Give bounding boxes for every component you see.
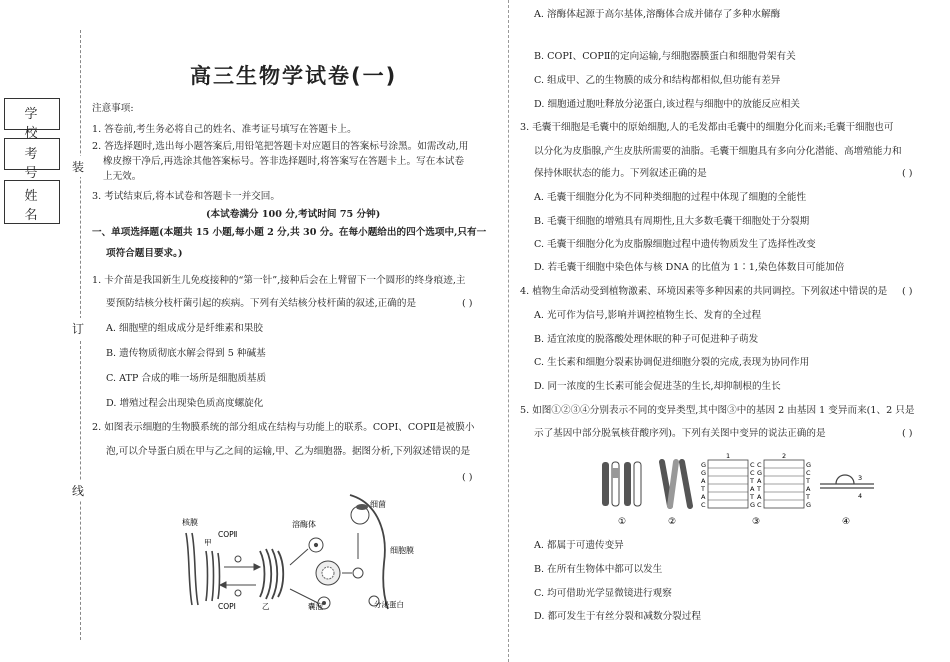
label-nuclear-membrane: 核膜 — [182, 518, 198, 527]
svg-text:C: C — [806, 469, 811, 477]
label-secreted-protein: 分泌蛋白 — [374, 600, 404, 609]
page-title: 高三生物学试卷(一) — [190, 64, 398, 88]
q5-option-a: A. 都属于可遗传变异 — [534, 540, 624, 551]
name-label: 姓 名 — [24, 189, 48, 223]
figure-2-chromosomes — [662, 462, 690, 506]
q1-option-d: D. 增殖过程会出现染色质高度螺旋化 — [106, 398, 264, 409]
q3-option-b: B. 毛囊干细胞的增殖具有周期性,且大多数毛囊干细胞处于分裂期 — [534, 216, 810, 227]
q2-stem-2: 泡,可以介导蛋白质在甲与乙之间的运输,甲、乙为细胞器。据图分析,下列叙述错误的是 — [106, 446, 471, 457]
q3-answer-paren: ( ) — [902, 168, 913, 179]
label-copi: COPⅠ — [218, 602, 236, 611]
notes-heading: 注意事项: — [92, 103, 134, 114]
svg-text:T: T — [750, 477, 754, 485]
q1-option-b: B. 遗传物质彻底水解会得到 5 种碱基 — [106, 348, 266, 359]
svg-text:T: T — [750, 493, 754, 501]
q5-stem-2: 示了基因中部分脱氧核苷酸序列)。下列有关图中变异的说法正确的是 — [534, 428, 826, 439]
svg-text:A: A — [757, 477, 762, 485]
figure-label-1: ① — [618, 517, 627, 527]
q2-stem-1: 2. 如图表示细胞的生物膜系统的部分组成在结构与功能上的联系。COPⅠ、COPⅡ是被膜小 — [92, 422, 475, 433]
figure-4-loop — [820, 474, 874, 500]
svg-text:G: G — [757, 469, 763, 477]
figure-label-2: ② — [668, 517, 677, 527]
q2-option-d: D. 细胞通过胞吐释放分泌蛋白,该过程与细胞中的放能反应相关 — [534, 99, 800, 110]
label-bacteria: 细菌 — [370, 500, 386, 509]
figure-3-sequences — [700, 452, 811, 509]
q2-option-b: B. COPⅠ、COPⅡ的定向运输,与细胞器膜蛋白和细胞骨架有关 — [534, 51, 796, 62]
label-lysosome: 溶酶体 — [292, 520, 316, 529]
school-box — [4, 98, 60, 141]
q3-stem-3: 保持休眠状态的能力。下列叙述正确的是 — [534, 168, 707, 179]
q4-option-c: C. 生长素和细胞分裂素协调促进细胞分裂的完成,表现为协同作用 — [534, 357, 810, 368]
svg-text:G: G — [701, 469, 707, 477]
note-2-end: 上无效。 — [103, 171, 142, 182]
q5-option-c: C. 均可借助光学显微镜进行观察 — [534, 588, 672, 599]
q3-option-c: C. 毛囊干细胞分化为皮脂腺细胞过程中遗传物质发生了选择性改变 — [534, 239, 816, 250]
svg-text:G: G — [750, 501, 756, 509]
q4-option-a: A. 光可作为信号,影响并调控植物生长、发育的全过程 — [534, 310, 762, 321]
q3-option-a: A. 毛囊干细胞分化为不同种类细胞的过程中体现了细胞的全能性 — [534, 192, 807, 203]
label-cell-membrane: 细胞膜 — [390, 546, 414, 555]
q5-option-b: B. 在所有生物体中都可以发生 — [534, 564, 663, 575]
school-label: 学 校 — [24, 107, 48, 141]
q1-stem-1: 1. 卡介苗是我国新生儿免疫接种的“第一针”,接种后会在上臂留下一个圆形的终身痕迹,主 — [92, 275, 466, 286]
q4-answer-paren: ( ) — [902, 286, 913, 297]
label-copii: COPⅡ — [218, 530, 238, 539]
q2-answer-paren: ( ) — [462, 472, 473, 483]
q4-option-b: B. 适宜浓度的脱落酸处理休眠的种子可促进种子萌发 — [534, 334, 759, 345]
q3-option-d: D. 若毛囊干细胞中染色体与核 DNA 的比值为 1∶1,染色体数目可能加倍 — [534, 262, 845, 273]
exam-no-box — [4, 138, 60, 181]
q2-option-c: C. 组成甲、乙的生物膜的成分和结构都相似,但功能有差异 — [534, 75, 781, 86]
svg-text:A: A — [701, 477, 706, 485]
svg-text:A: A — [750, 485, 755, 493]
svg-text:G: G — [806, 501, 812, 509]
binding-char-zhuang: 装 — [72, 156, 84, 177]
note-2-cont: 橡皮擦干净后,再选涂其他答案标号。答非选择题时,将答案写在答题卡上。写在本试卷 — [103, 156, 465, 167]
svg-text:4: 4 — [858, 492, 863, 500]
q1-option-c: C. ATP 合成的唯一场所是细胞质基质 — [106, 373, 267, 384]
q4-option-d: D. 同一浓度的生长素可能会促进茎的生长,却抑制根的生长 — [534, 381, 781, 392]
svg-text:A: A — [806, 485, 811, 493]
figure-label-4: ④ — [842, 517, 851, 527]
svg-text:C: C — [757, 501, 762, 509]
svg-text:1: 1 — [726, 452, 731, 460]
svg-text:T: T — [701, 485, 705, 493]
svg-text:C: C — [757, 461, 762, 469]
cell-membrane-system-diagram — [178, 493, 428, 611]
figure-label-3: ③ — [752, 517, 761, 527]
name-box — [4, 180, 60, 224]
q1-stem-2: 要预防结核分枝杆菌引起的疾病。下列有关结核分枝杆菌的叙述,正确的是 — [106, 298, 417, 309]
svg-text:3: 3 — [858, 474, 863, 482]
svg-text:C: C — [750, 469, 755, 477]
q2-option-a: A. 溶酶体起源于高尔基体,溶酶体合成并储存了多种水解酶 — [534, 9, 781, 20]
note-2: 2. 答选择题时,选出每小题答案后,用铅笔把答题卡对应题目的答案标号涂黑。如需改动,用 — [92, 141, 469, 152]
variation-types-figure — [592, 450, 882, 530]
svg-text:G: G — [806, 461, 812, 469]
svg-text:A: A — [701, 493, 706, 501]
svg-text:2: 2 — [782, 452, 787, 460]
label-jia: 甲 — [204, 538, 212, 547]
label-yi: 乙 — [262, 602, 270, 611]
label-vesicle: 囊泡 — [308, 602, 323, 611]
svg-text:T: T — [806, 493, 810, 501]
section1-line2: 项符合题目要求。) — [106, 248, 183, 259]
section1-line1: 一、单项选择题(本题共 15 小题,每小题 2 分,共 30 分。在每小题给出的四个选项中,只有一 — [92, 227, 487, 238]
q5-stem-1: 5. 如图①②③④分别表示不同的变异类型,其中图③中的基因 2 由基因 1 变异而来(1、2 只是 — [520, 405, 915, 416]
note-1: 1. 答卷前,考生务必将自己的姓名、准考证号填写在答题卡上。 — [92, 124, 357, 135]
svg-text:C: C — [750, 461, 755, 469]
svg-text:A: A — [757, 493, 762, 501]
q3-stem-2: 以分化为皮脂腺,产生皮肤所需要的油脂。毛囊干细胞具有多向分化潜能、高增殖能力和 — [534, 146, 902, 157]
q5-answer-paren: ( ) — [902, 428, 913, 439]
svg-text:G: G — [701, 461, 707, 469]
svg-text:C: C — [701, 501, 706, 509]
binding-char-xian: 线 — [72, 480, 84, 501]
binding-char-ding: 订 — [72, 318, 84, 339]
q1-answer-paren: ( ) — [462, 298, 473, 309]
column-divider — [508, 0, 509, 662]
figure-1-chromosomes — [602, 462, 641, 506]
exam-no-label: 考 号 — [24, 147, 48, 181]
q4-stem-1: 4. 植物生命活动受到植物激素、环境因素等多种因素的共同调控。下列叙述中错误的是 — [520, 286, 888, 297]
q3-stem-1: 3. 毛囊干细胞是毛囊中的原始细胞,人的毛发都由毛囊中的细胞分化而来;毛囊干细胞也可 — [520, 122, 894, 133]
note-3: 3. 考试结束后,将本试卷和答题卡一并交回。 — [92, 191, 280, 202]
svg-text:T: T — [806, 477, 810, 485]
q1-option-a: A. 细胞壁的组成成分是纤维素和果胶 — [106, 323, 263, 334]
svg-text:T: T — [757, 485, 761, 493]
exam-info: (本试卷满分 100 分,考试时间 75 分钟) — [206, 209, 381, 220]
q5-option-d: D. 都可发生于有丝分裂和减数分裂过程 — [534, 611, 701, 622]
